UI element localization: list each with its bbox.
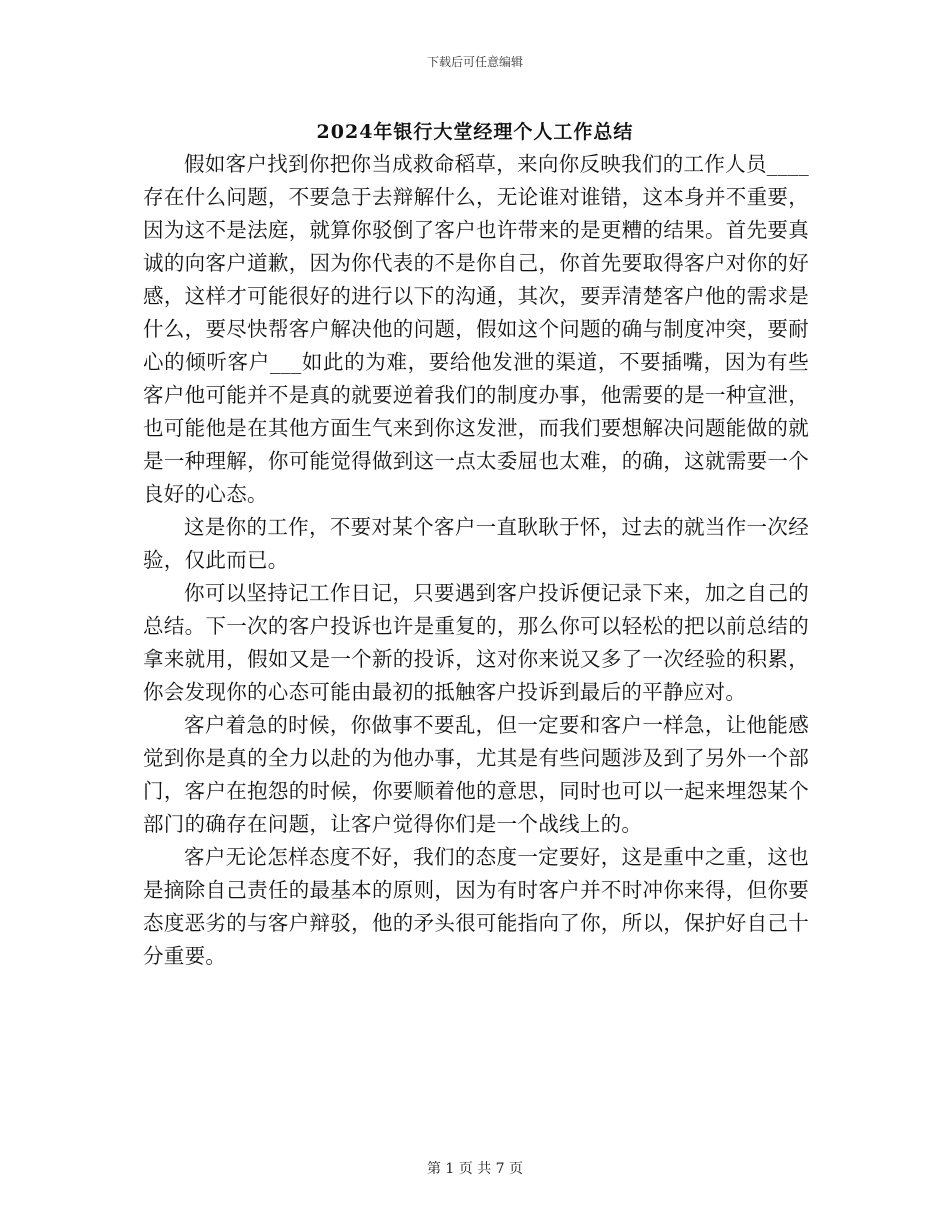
- paragraph-2: 这是你的工作，不要对某个客户一直耿耿于怀，过去的就当作一次经验，仅此而已。: [143, 515, 809, 572]
- paragraph-5: 客户无论怎样态度不好，我们的态度一定要好，这是重中之重，这也是摘除自己责任的最基本的原则，因为有时客户并不时冲你来得，但你要态度恶劣的与客户辩驳，他的矛头很可能指向了你，所以，保护好自己十分重要。: [143, 845, 809, 968]
- paragraph-4: 客户着急的时候，你做事不要乱，但一定要和客户一样急，让他能感觉到你是真的全力以赴的为他办事，尤其是有些问题涉及到了另外一个部门，客户在抱怨的时候，你要顺着他的意思，同时也可以一起来埋怨某个部门的确存在问题，让客户觉得你们是一个战线上的。: [143, 713, 809, 836]
- paragraph-3: 你可以坚持记工作日记，只要遇到客户投诉便记录下来，加之自己的总结。下一次的客户投诉也许是重复的，那么你可以轻松的把以前总结的拿来就用，假如又是一个新的投诉，这对你来说又多了一次经验的积累，你会发现你的心态可能由最初的抵触客户投诉到最后的平静应对。: [143, 581, 809, 704]
- page-number-footer: 第 1 页 共 7 页: [426, 1161, 524, 1177]
- document-title: 2024年银行大堂经理个人工作总结: [316, 121, 634, 143]
- document-body: [143, 148, 809, 973]
- page-header-note: 下载后可任意编辑: [426, 55, 523, 69]
- paragraph-1: 假如客户找到你把你当成救命稻草，来向你反映我们的工作人员____存在什么问题，不要急于去辩解什么，无论谁对谁错，这本身并不重要，因为这不是法庭，就算你驳倒了客户也许带来的是更糟的结果。首先要真诚的向客户道歉，因为你代表的不是你自己，你首先要取得客户对你的好感，这样才可能很好的进行以下的沟通，其次，要弄清楚客户他的需求是什么，要尽快帮客户解决他的问题，假如这个问题的确与制度冲突，要耐心的倾听客户___如此的为难，要给他发泄的渠道，不要插嘴，因为有些客户他可能并不是真的就要逆着我们的制度办事，他需要的是一种宣泄，也可能他是在其他方面生气来到你这发泄，而我们要想解决问题能做的就是一种理解，你可能觉得做到这一点太委屈也太难，的确，这就需要一个良好的心态。: [143, 152, 809, 506]
